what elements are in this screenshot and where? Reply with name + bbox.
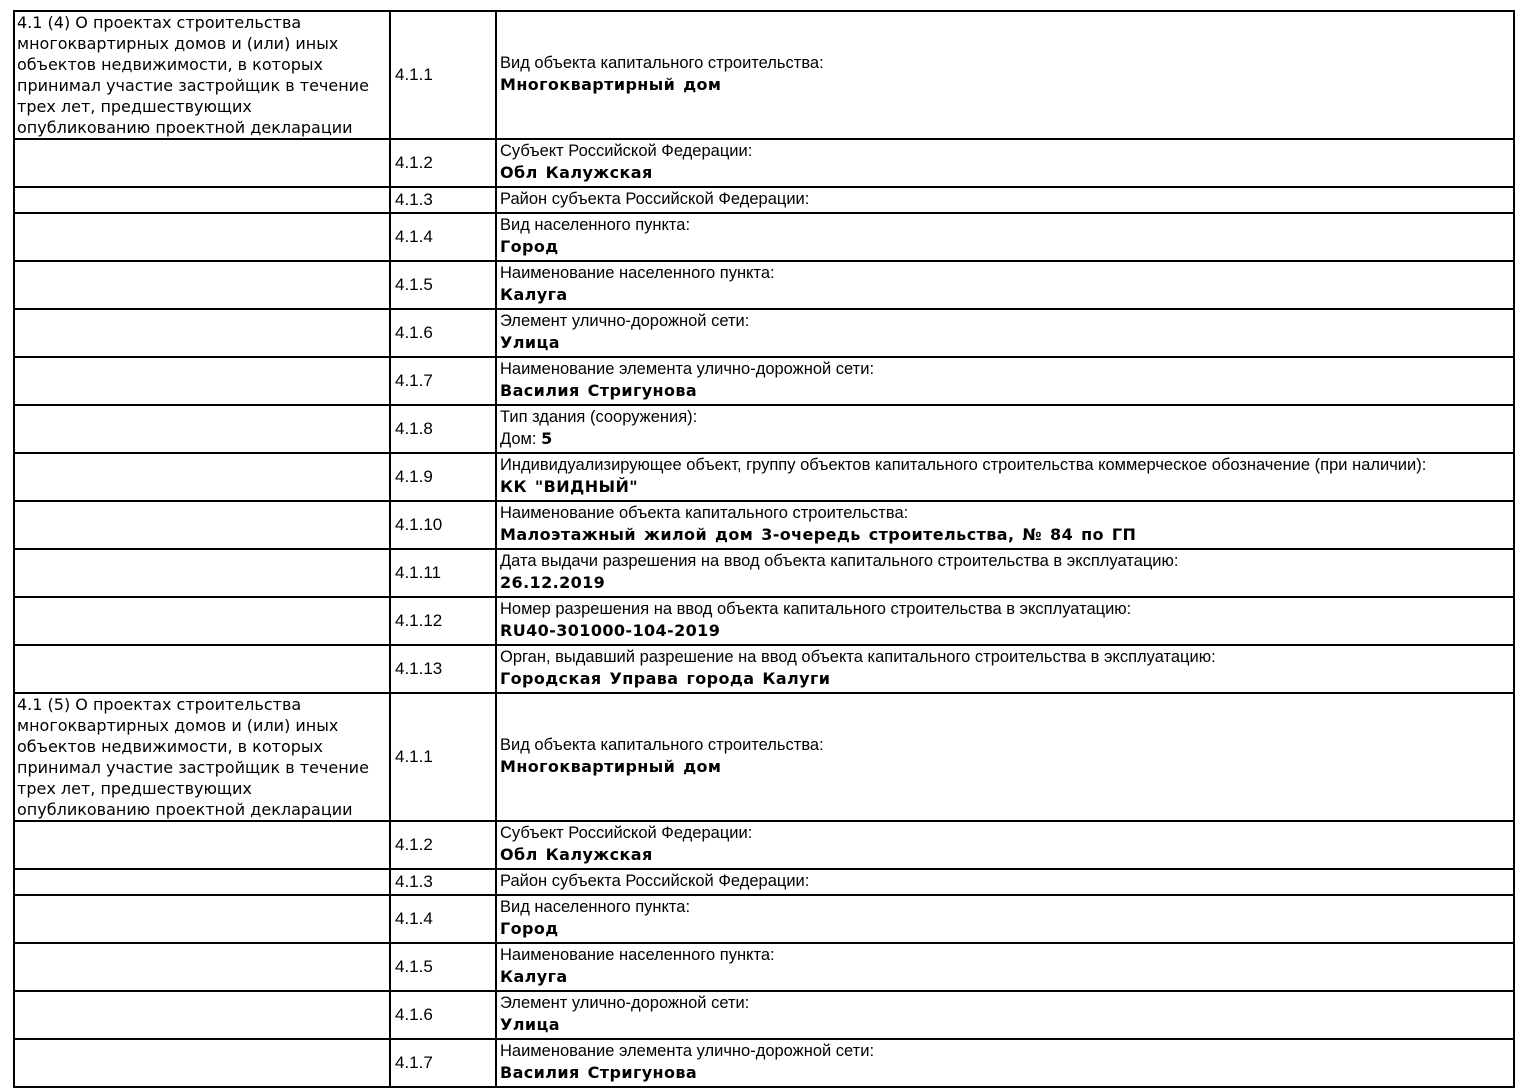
field-label: Наименование элемента улично-дорожной сети: bbox=[500, 1042, 875, 1060]
field-value-line bbox=[500, 1014, 1509, 1036]
row-number-cell: 4.1.4 bbox=[390, 895, 496, 943]
field-value: Калуга bbox=[500, 967, 568, 986]
field-value-line bbox=[500, 428, 1509, 450]
row-number-cell: 4.1.3 bbox=[390, 187, 496, 213]
table-row bbox=[14, 357, 1514, 405]
field-value: Многоквартирный дом bbox=[500, 75, 722, 94]
field-value-line bbox=[500, 380, 1509, 402]
table-row bbox=[14, 943, 1514, 991]
field-value: Город bbox=[500, 919, 559, 938]
row-number-cell: 4.1.6 bbox=[390, 991, 496, 1039]
field-label: Вид населенного пункта: bbox=[500, 216, 691, 234]
empty-description-cell bbox=[14, 357, 390, 405]
field-label: Дата выдачи разрешения на ввод объекта капитального строительства в эксплуатацию: bbox=[500, 552, 1179, 570]
table-row bbox=[14, 645, 1514, 693]
field-value-line bbox=[500, 844, 1509, 866]
table-row bbox=[14, 187, 1514, 213]
field-value-line bbox=[500, 918, 1509, 940]
row-number-cell: 4.1.9 bbox=[390, 453, 496, 501]
row-number-cell: 4.1.12 bbox=[390, 597, 496, 645]
empty-description-cell bbox=[14, 139, 390, 187]
empty-description-cell bbox=[14, 821, 390, 869]
row-content-cell bbox=[496, 11, 1514, 139]
row-number-cell: 4.1.11 bbox=[390, 549, 496, 597]
row-content-cell bbox=[496, 187, 1514, 213]
empty-description-cell bbox=[14, 597, 390, 645]
table-row bbox=[14, 693, 1514, 821]
row-number-cell: 4.1.5 bbox=[390, 261, 496, 309]
row-number-cell: 4.1.2 bbox=[390, 821, 496, 869]
field-value: RU40-301000-104-2019 bbox=[500, 621, 721, 640]
table-row bbox=[14, 869, 1514, 895]
field-value: Обл Калужская bbox=[500, 845, 653, 864]
table-row bbox=[14, 991, 1514, 1039]
table-row bbox=[14, 139, 1514, 187]
empty-description-cell bbox=[14, 501, 390, 549]
empty-description-cell bbox=[14, 261, 390, 309]
field-label: Наименование населенного пункта: bbox=[500, 264, 775, 282]
field-value: Василия Стригунова bbox=[500, 381, 698, 400]
field-value: Малоэтажный жилой дом 3-очередь строительства, № 84 по ГП bbox=[500, 525, 1137, 544]
row-number-cell: 4.1.2 bbox=[390, 139, 496, 187]
field-value: Калуга bbox=[500, 285, 568, 304]
field-label: Район субъекта Российской Федерации: bbox=[500, 872, 810, 890]
row-number-cell: 4.1.13 bbox=[390, 645, 496, 693]
table-row bbox=[14, 309, 1514, 357]
table-row bbox=[14, 453, 1514, 501]
empty-description-cell bbox=[14, 549, 390, 597]
row-number-cell: 4.1.1 bbox=[390, 693, 496, 821]
field-value: Улица bbox=[500, 1015, 560, 1034]
field-label: Индивидуализирующее объект, группу объектов капитального строительства коммерческое обозначение (при наличии): bbox=[500, 456, 1427, 474]
row-number-cell: 4.1.5 bbox=[390, 943, 496, 991]
field-label: Вид объекта капитального строительства: bbox=[500, 736, 824, 754]
field-value-prefix: Дом: bbox=[500, 430, 542, 448]
row-content-cell bbox=[496, 357, 1514, 405]
field-value: Город bbox=[500, 237, 559, 256]
row-content-cell bbox=[496, 869, 1514, 895]
row-content-cell bbox=[496, 895, 1514, 943]
row-content-cell bbox=[496, 213, 1514, 261]
row-content-cell bbox=[496, 991, 1514, 1039]
row-number-cell: 4.1.7 bbox=[390, 1039, 496, 1087]
row-content-cell bbox=[496, 405, 1514, 453]
field-value: Обл Калужская bbox=[500, 163, 653, 182]
field-label: Субъект Российской Федерации: bbox=[500, 142, 753, 160]
row-content-cell bbox=[496, 645, 1514, 693]
field-label: Район субъекта Российской Федерации: bbox=[500, 190, 810, 208]
field-value: 5 bbox=[541, 429, 553, 448]
field-value-line bbox=[500, 284, 1509, 306]
field-label: Номер разрешения на ввод объекта капитального строительства в эксплуатацию: bbox=[500, 600, 1132, 618]
field-label: Субъект Российской Федерации: bbox=[500, 824, 753, 842]
field-label: Наименование элемента улично-дорожной сети: bbox=[500, 360, 875, 378]
table-row bbox=[14, 501, 1514, 549]
field-value-line bbox=[500, 236, 1509, 258]
field-label: Элемент улично-дорожной сети: bbox=[500, 312, 750, 330]
field-label: Вид объекта капитального строительства: bbox=[500, 54, 824, 72]
row-content-cell bbox=[496, 693, 1514, 821]
section-description-cell: 4.1 (5) О проектах строительства многоквартирных домов и (или) иных объектов недвижимости, в которых принимал участие застройщик в течение трех лет, предшествующих опубликованию проектной декларации bbox=[14, 693, 390, 821]
field-value-line bbox=[500, 476, 1509, 498]
field-label: Наименование населенного пункта: bbox=[500, 946, 775, 964]
table-row bbox=[14, 405, 1514, 453]
field-value-line bbox=[500, 162, 1509, 184]
field-value: Многоквартирный дом bbox=[500, 757, 722, 776]
row-content-cell bbox=[496, 821, 1514, 869]
field-value: КК "ВИДНЫЙ" bbox=[500, 477, 638, 496]
section-description-cell: 4.1 (4) О проектах строительства многоквартирных домов и (или) иных объектов недвижимости, в которых принимал участие застройщик в течение трех лет, предшествующих опубликованию проектной декларации bbox=[14, 11, 390, 139]
field-value: Василия Стригунова bbox=[500, 1063, 698, 1082]
field-value: 26.12.2019 bbox=[500, 573, 606, 592]
field-value-line bbox=[500, 524, 1509, 546]
field-label: Орган, выдавший разрешение на ввод объекта капитального строительства в эксплуатацию: bbox=[500, 648, 1216, 666]
row-content-cell bbox=[496, 453, 1514, 501]
field-value: Городская Управа города Калуги bbox=[500, 669, 831, 688]
table-row bbox=[14, 549, 1514, 597]
empty-description-cell bbox=[14, 213, 390, 261]
row-content-cell bbox=[496, 943, 1514, 991]
row-content-cell bbox=[496, 549, 1514, 597]
field-value-line bbox=[500, 572, 1509, 594]
empty-description-cell bbox=[14, 309, 390, 357]
field-label: Элемент улично-дорожной сети: bbox=[500, 994, 750, 1012]
empty-description-cell bbox=[14, 453, 390, 501]
row-number-cell: 4.1.7 bbox=[390, 357, 496, 405]
row-content-cell bbox=[496, 597, 1514, 645]
empty-description-cell bbox=[14, 405, 390, 453]
field-value-line bbox=[500, 1062, 1509, 1084]
field-label: Тип здания (сооружения): bbox=[500, 408, 698, 426]
field-value-line bbox=[500, 332, 1509, 354]
row-number-cell: 4.1.3 bbox=[390, 869, 496, 895]
empty-description-cell bbox=[14, 645, 390, 693]
field-value-line bbox=[500, 756, 1509, 778]
field-label: Наименование объекта капитального строительства: bbox=[500, 504, 909, 522]
field-label: Вид населенного пункта: bbox=[500, 898, 691, 916]
row-content-cell bbox=[496, 309, 1514, 357]
empty-description-cell bbox=[14, 869, 390, 895]
empty-description-cell bbox=[14, 187, 390, 213]
table-row bbox=[14, 261, 1514, 309]
field-value: Улица bbox=[500, 333, 560, 352]
row-number-cell: 4.1.8 bbox=[390, 405, 496, 453]
table-row bbox=[14, 597, 1514, 645]
row-content-cell bbox=[496, 501, 1514, 549]
field-value-line bbox=[500, 668, 1509, 690]
row-number-cell: 4.1.1 bbox=[390, 11, 496, 139]
table-row bbox=[14, 213, 1514, 261]
table-row bbox=[14, 11, 1514, 139]
empty-description-cell bbox=[14, 943, 390, 991]
declaration-table bbox=[13, 10, 1515, 1088]
table-body bbox=[14, 11, 1514, 1087]
row-number-cell: 4.1.6 bbox=[390, 309, 496, 357]
field-value-line bbox=[500, 620, 1509, 642]
field-value-line bbox=[500, 966, 1509, 988]
row-content-cell bbox=[496, 139, 1514, 187]
empty-description-cell bbox=[14, 895, 390, 943]
table-row bbox=[14, 895, 1514, 943]
row-number-cell: 4.1.4 bbox=[390, 213, 496, 261]
field-value-line bbox=[500, 74, 1509, 96]
row-content-cell bbox=[496, 261, 1514, 309]
empty-description-cell bbox=[14, 991, 390, 1039]
row-number-cell: 4.1.10 bbox=[390, 501, 496, 549]
table-row bbox=[14, 821, 1514, 869]
